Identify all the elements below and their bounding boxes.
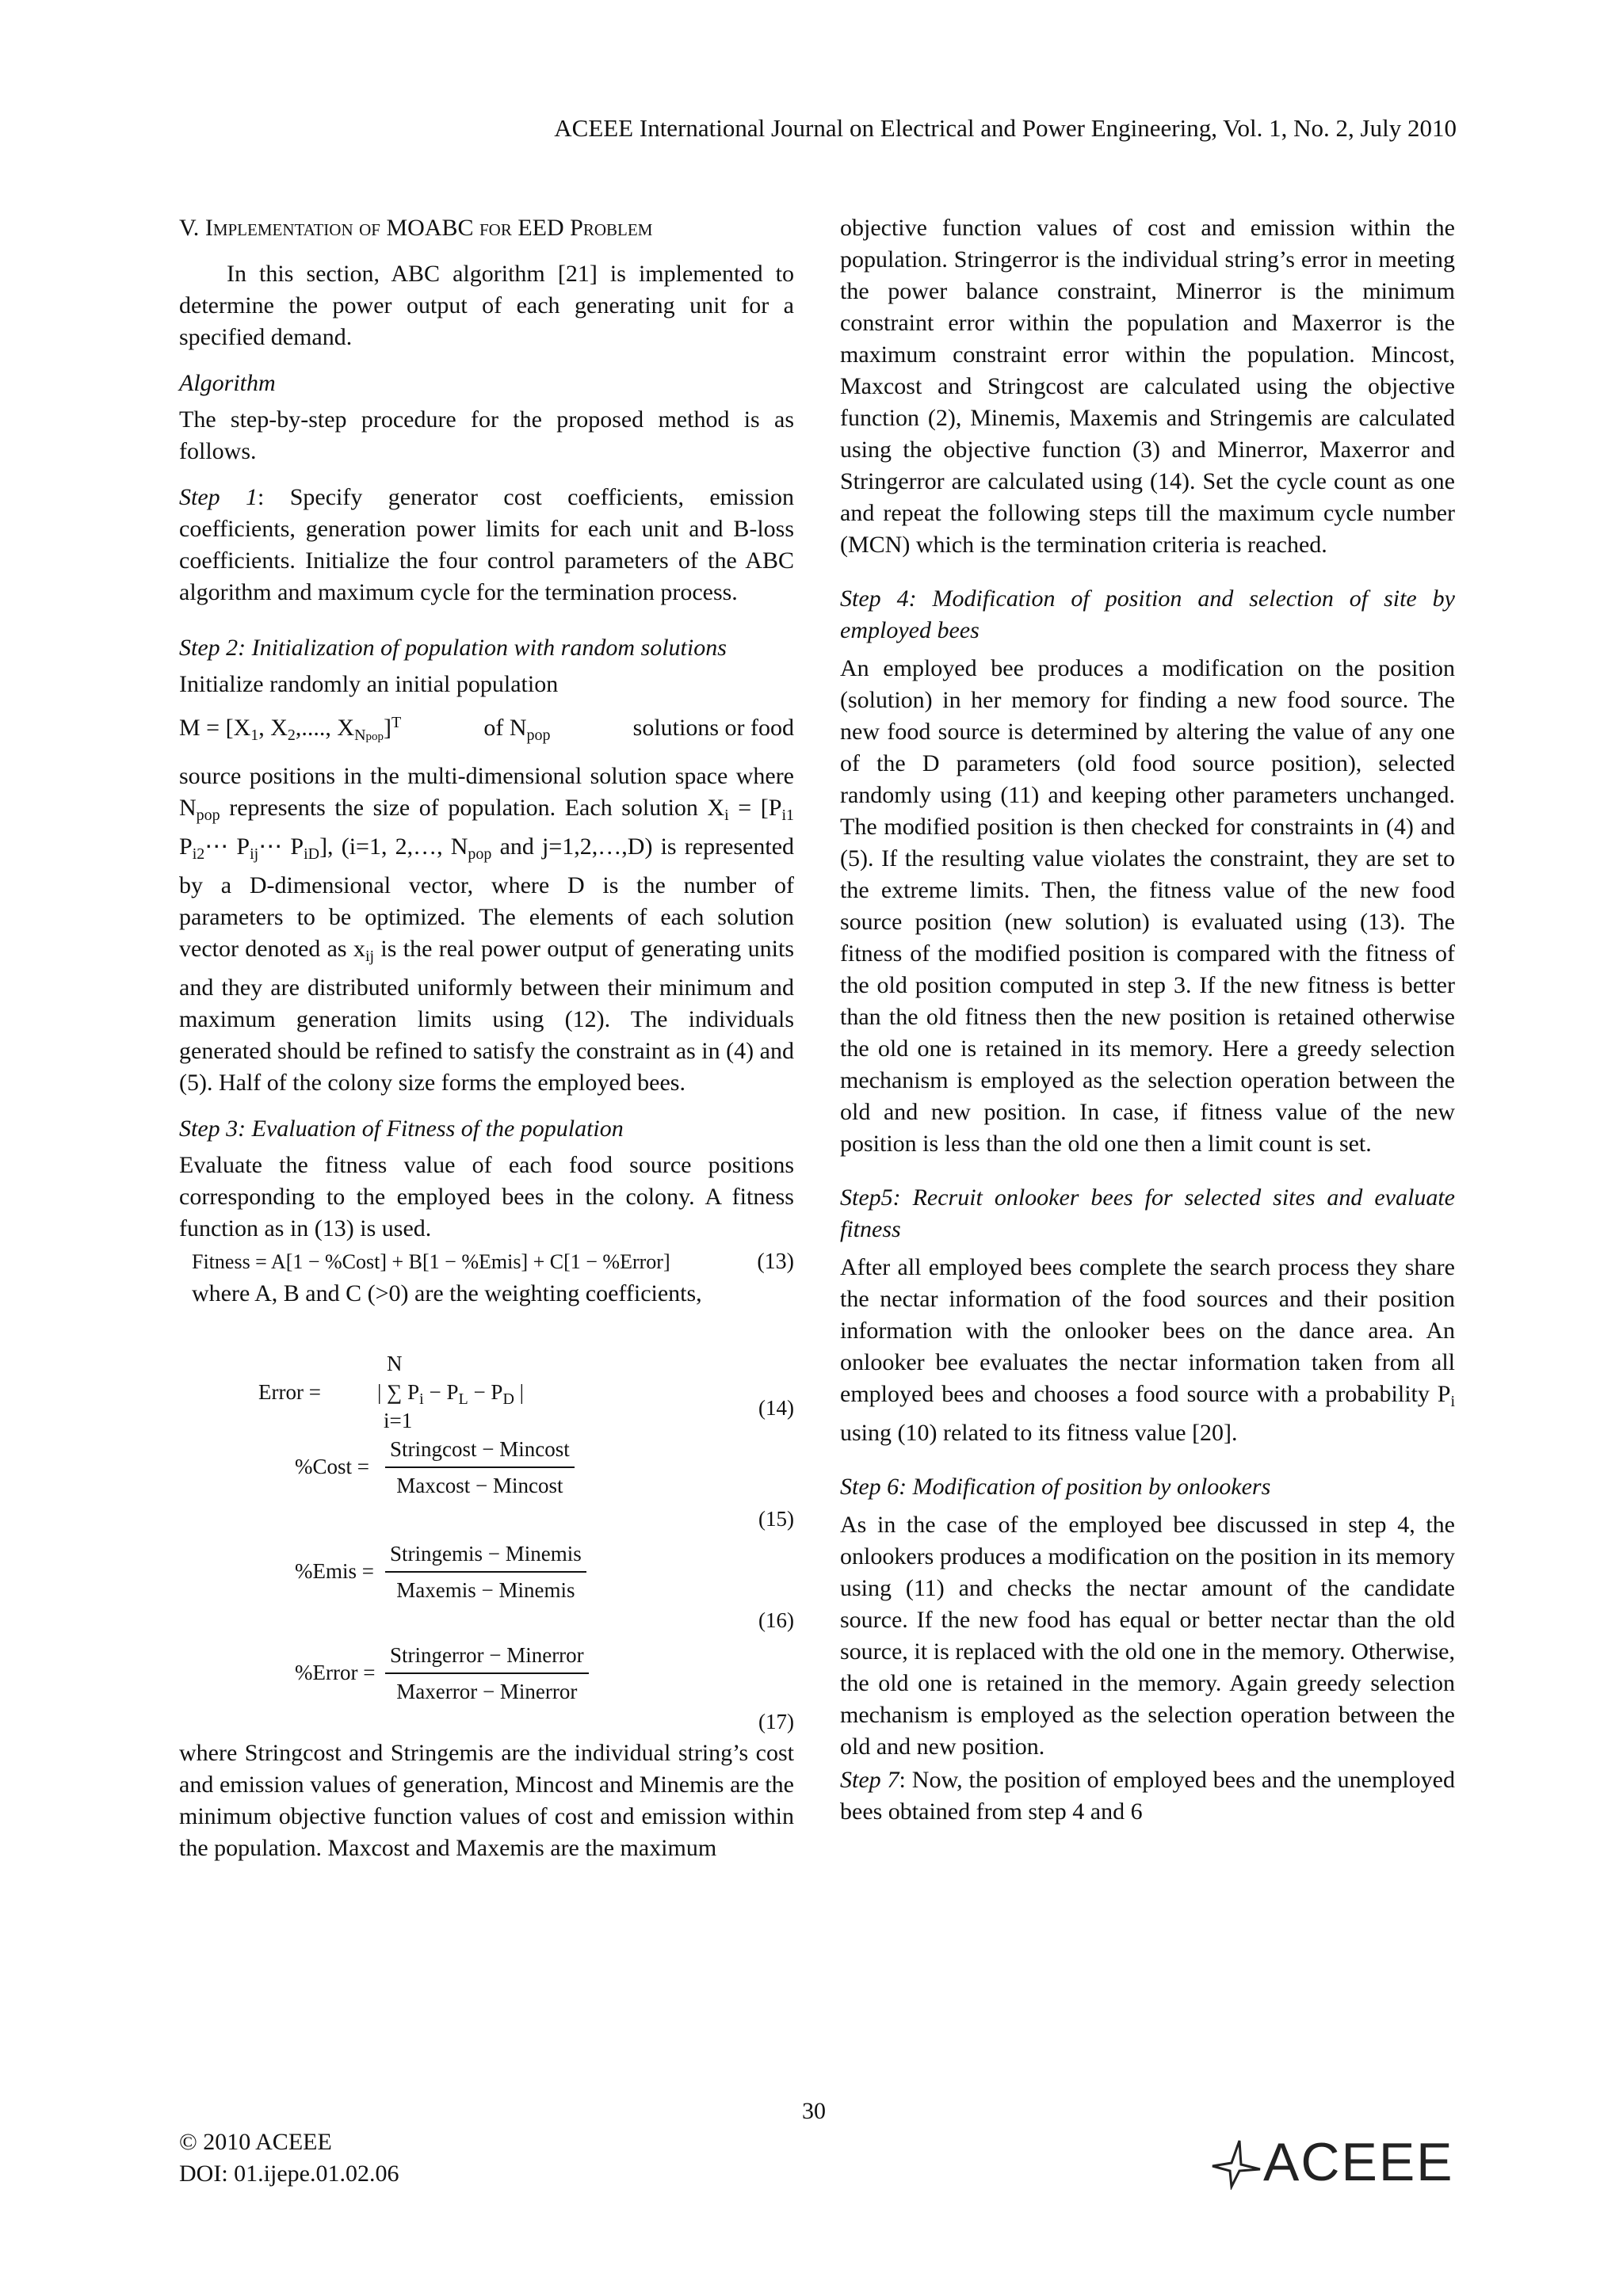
copyright: © 2010 ACEEE: [179, 2129, 332, 2155]
step4-paragraph: An employed bee produces a modification on the position (solution) in her memory for finding a new food source. The new food source is determined by altering the value of any one of the D parameters (old food source position), selected randomly using (11) and keeping other parameters unchanged. The modified position is then checked for constraints in (4) and (5). If the resulting value violates the constraint, they are set to the extreme limits. Then, the fitness value of the new food source position (new solution) is evaluated using (13). The fitness of the modified position is compared with the fitness of the old position computed in step 3. If the new fitness is better than the old fitness then the new position is retained otherwise the old one is retained in its memory. Here a greedy selection mechanism is employed as the selection operation between the old and new position. In case, if fitness value of the new position is less than the old one then a limit count is set.: [840, 655, 1455, 1157]
equation-16: %Emis = Stringemis − Minemis Maxemis − Minemis (16): [179, 1535, 794, 1636]
page-number: 30: [802, 2098, 826, 2124]
intro-paragraph: In this section, ABC algorithm [21] is implemented to determine the power output of each generating unit for a specified demand.: [179, 261, 794, 350]
equation-14: Error = N | ∑ $P_i - P_L - P_D$ | i=1 (14): [258, 1352, 794, 1432]
equation-15: %Cost = Stringcost − Mincost Maxcost − Mincost (15): [179, 1433, 794, 1535]
aceee-logo: [1208, 2131, 1454, 2193]
step2-paragraph: Initialize randomly an initial population $M = [X_1$, $X_2$,...., $X_{Npop}]^T$ of $N_{pop}$ solutions or food source positions in the multi-dimensional solution space where $N_{pop}$ represents the size of population. Each solution $X_i = [P_{i1}$ $P_{i2}\cdots$ $P_{ij}\cdots$ $P_{iD}$], (i=1, 2,…, $N_{pop}$ and j=1,2,…,D) is represented by a D-dimensional vector, where D is the number of parameters to be optimized. The elements of each solution vector denoted as $x_{ij}$ is the real power output of generating units and they are distributed uniformly between their minimum and maximum generation limits using (12). The individuals generated should be refined to satisfy the constraint as in (4) and (5). Half of the colony size forms the employed bees.: [179, 669, 794, 1099]
step2-line1: Initialize randomly an initial population: [179, 671, 559, 697]
equation-17: %Error = Stringerror − Minerror Maxerror − Minerror (17): [179, 1636, 794, 1737]
step1-paragraph: Step 1: Specify generator cost coefficients, emission coefficients, generation power limits for each unit and B-loss coefficients. Initialize the four control parameters of the ABC algorithm and maximum cycle for the termination process.: [179, 484, 794, 605]
step7-paragraph: Step 7: Now, the position of employed bees and the unemployed bees obtained from step 4 and 6: [840, 1767, 1455, 1825]
step4-heading: Step 4: Modification of position and selection of site by employed bees: [840, 585, 1455, 643]
equation-13: Fitness = A[1 − %Cost] + B[1 − %Emis] + C[1 − %Error] (13): [192, 1249, 794, 1274]
step6-paragraph: As in the case of the employed bee discussed in step 4, the onlookers produces a modification on the position in its memory using (11) and checks the nectar amount of the candidate source. If the new food has equal or better nectar than the old source, it is replaced with the old one in the memory. Otherwise, the old one is retained in the memory. Again greedy selection mechanism is employed as the selection operation between the old and new position.: [840, 1512, 1455, 1760]
section-heading: V. Implementation of MOABC for EED Problem: [179, 215, 653, 241]
journal-header: ACEEE International Journal on Electrical and Power Engineering, Vol. 1, No. 2, July 2010: [554, 114, 1457, 142]
step3-paragraph: Evaluate the fitness value of each food source positions corresponding to the employed bees in the colony. A fitness function as in (13) is used.: [179, 1152, 794, 1241]
step5-paragraph: After all employed bees complete the search process they share the nectar information of the food sources and their position information with the onlooker bees on the dance area. An onlooker bee evaluates the nectar information taken from all employed bees and chooses a food source with a probability $P_i$ using (10) related to its fitness value [20].: [840, 1254, 1455, 1446]
algorithm-heading: Algorithm: [179, 370, 276, 396]
footer: [179, 2126, 399, 2190]
right-column: [840, 212, 1455, 1842]
step6-heading: Step 6: Modification of position by onlookers: [840, 1474, 1271, 1500]
continuation-paragraph: objective function values of cost and emission within the population. Stringerror is the individual string’s error in meeting the power balance constraint, Minerror is the minimum constraint error within the population and Maxerror is the maximum constraint error within the population. Mincost, Maxcost and Stringcost are calculated using the objective function (2), Minemis, Maxemis and Stringemis are calculated using the objective function (3) and Minerror, Maxerror and Stringerror are calculated using (14). Set the cycle count as one and repeat the following steps till the maximum cycle number (MCN) which is the termination criteria is reached.: [840, 215, 1455, 558]
logo-text: ACEEE: [1263, 2132, 1454, 2192]
procedure-paragraph: The step-by-step procedure for the proposed method is as follows.: [179, 406, 794, 464]
aceee-logo-icon: [1208, 2134, 1263, 2190]
step2-heading: Step 2: Initialization of population with random solutions: [179, 635, 727, 661]
left-column: [179, 212, 794, 1878]
closing-paragraph: where Stringcost and Stringemis are the individual string’s cost and emission values of generation, Mincost and Minemis are the minimum objective function values of cost and emission within the population. Maxcost and Maxemis are the maximum: [179, 1740, 794, 1861]
step3-heading: Step 3: Evaluation of Fitness of the population: [179, 1116, 624, 1142]
step5-heading: Step5: Recruit onlooker bees for selected sites and evaluate fitness: [840, 1184, 1455, 1242]
step2-matrix-line: $M = [X_1$, $X_2$,...., $X_{Npop}]^T$ of $N_{pop}$ solutions or food: [179, 714, 794, 744]
weighting-line: where A, B and C (>0) are the weighting coefficients,: [192, 1280, 702, 1306]
doi: DOI: 01.ijepe.01.02.06: [179, 2161, 399, 2187]
